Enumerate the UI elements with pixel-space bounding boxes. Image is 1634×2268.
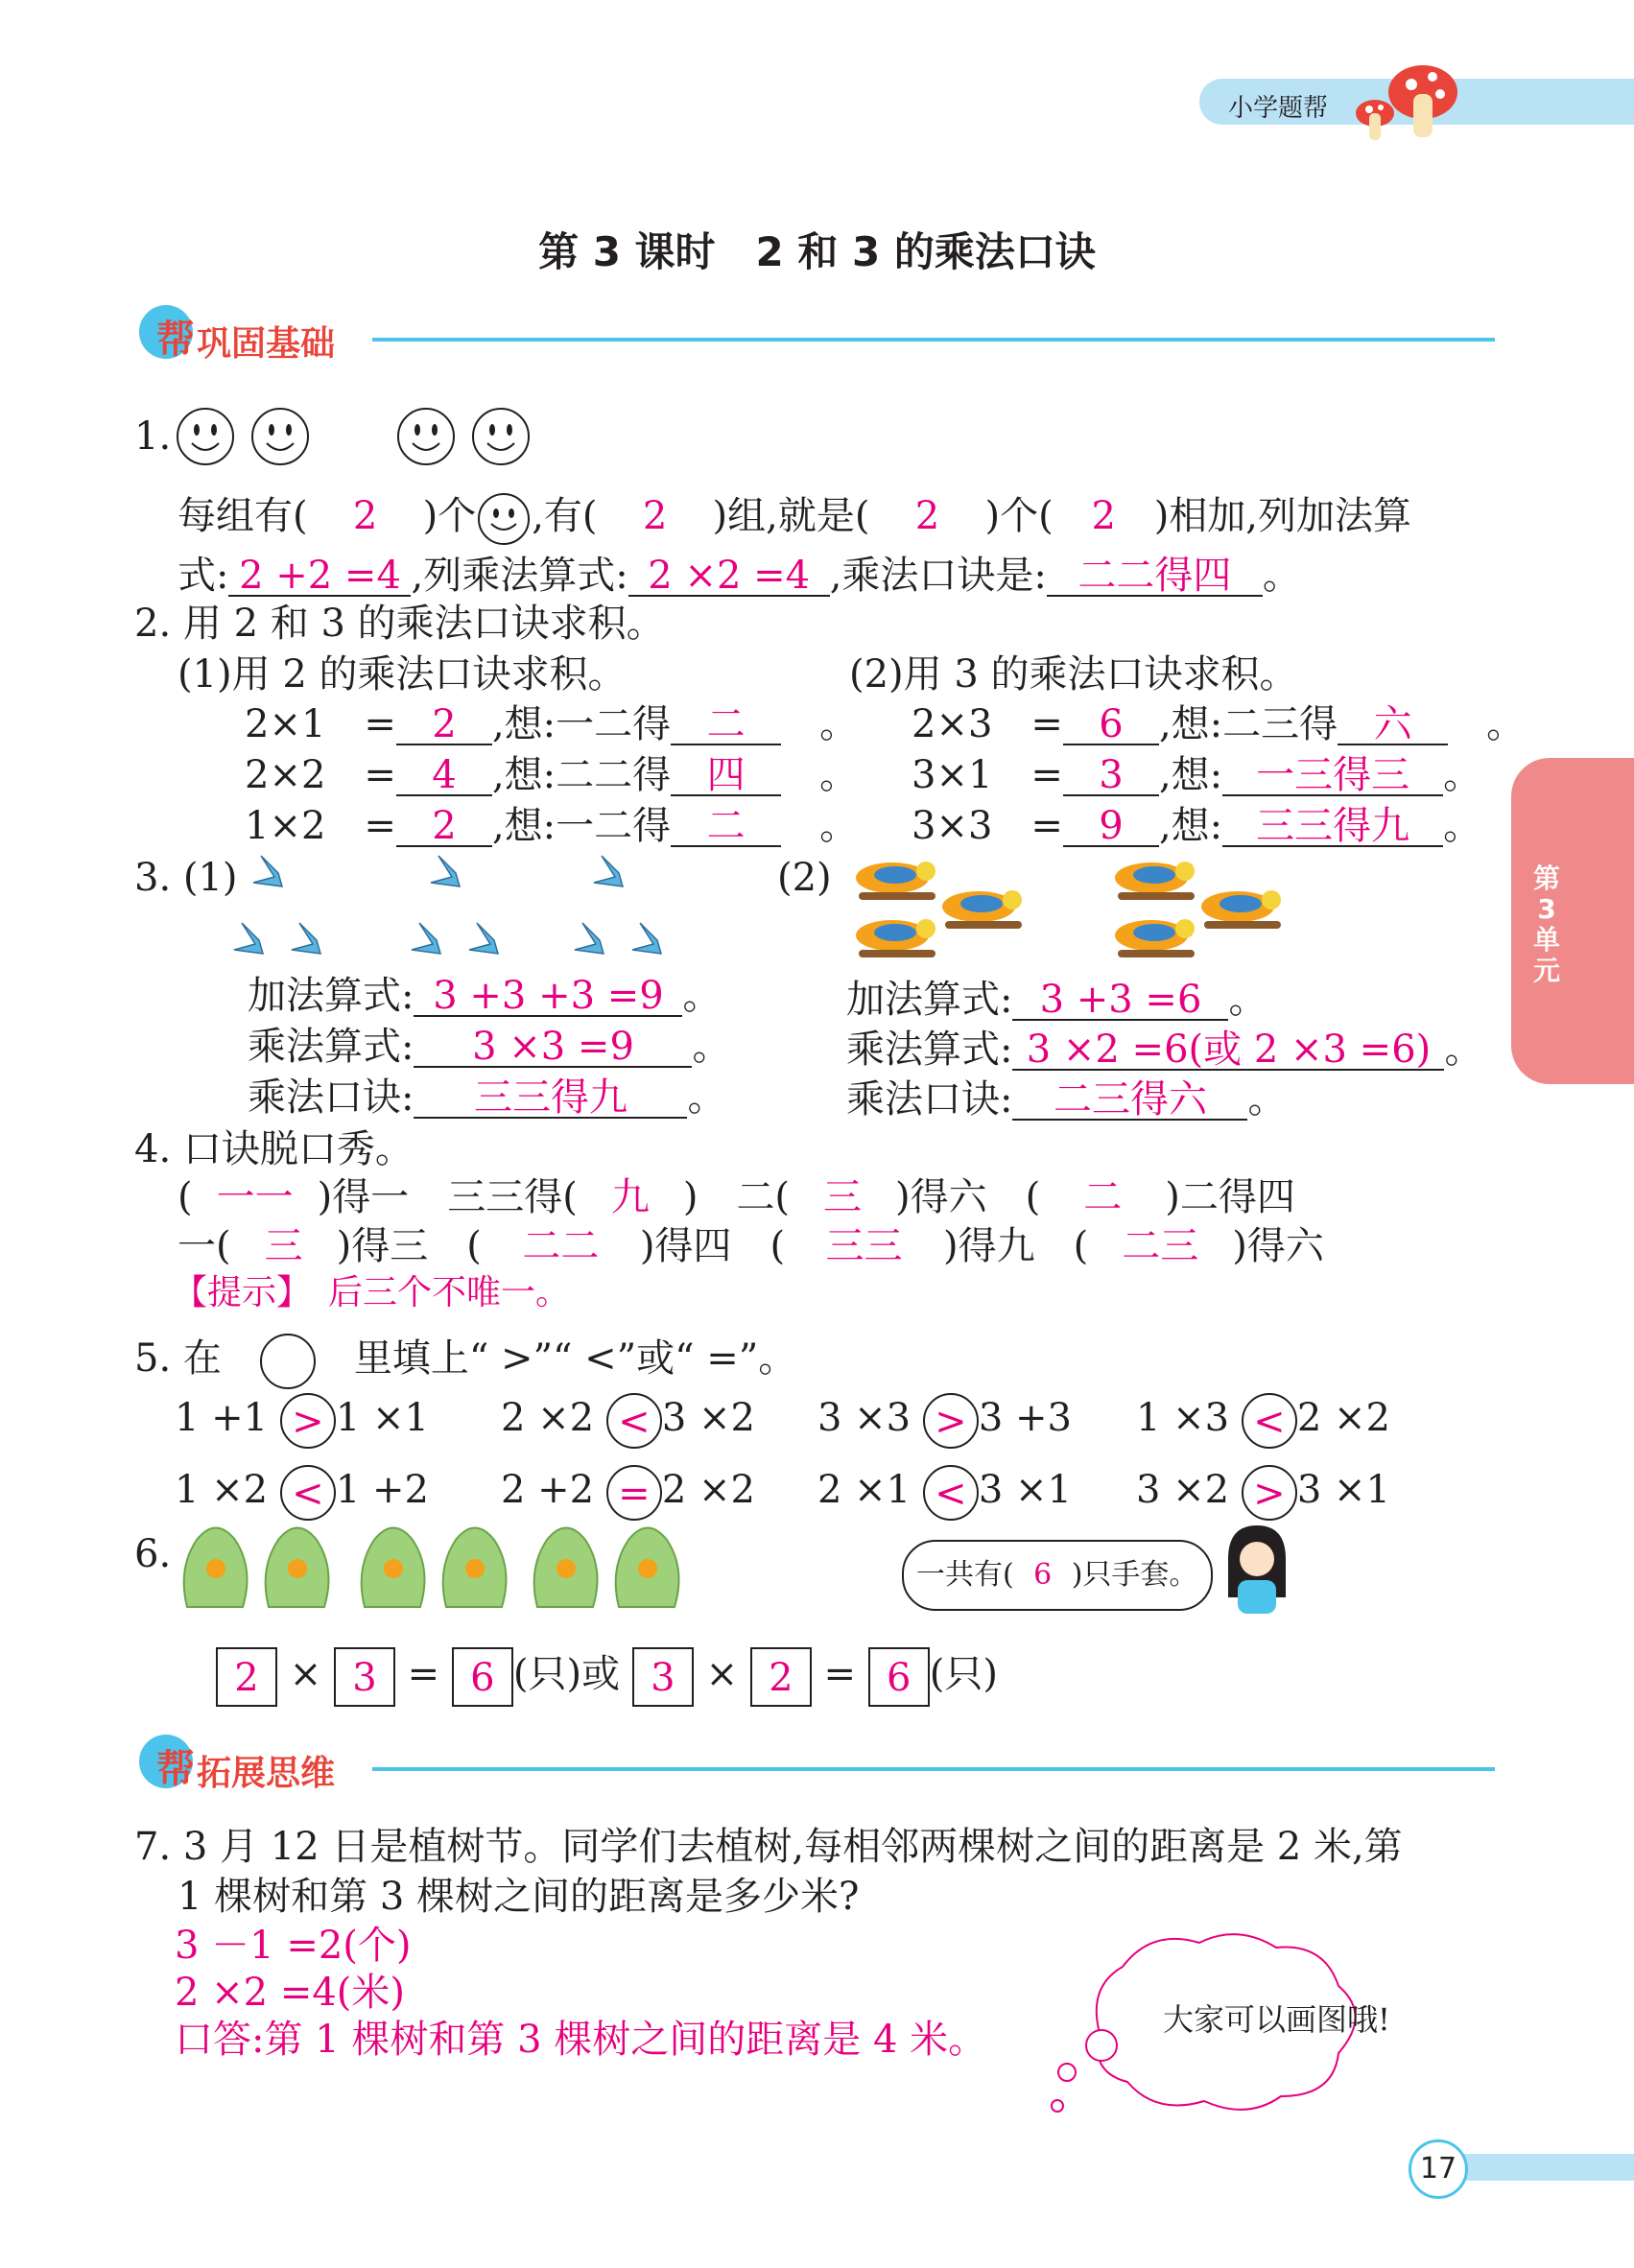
q2-stem: 2. 用 2 和 3 的乘法口诀求积。 bbox=[134, 602, 665, 646]
speech-bubble-text: 一共有( 6 )只手套。 bbox=[916, 1558, 1198, 1592]
page-number: 17 bbox=[1409, 2139, 1468, 2199]
q7-line1: 7. 3 月 12 日是植树节。同学们去植树,每相邻两棵树之间的距离是 2 米,第 bbox=[134, 1825, 1403, 1869]
q5-stem: 5. 在 里填上“ >”“ <”或“ =”。 bbox=[134, 1334, 796, 1389]
section-title-extend: 拓展思维 bbox=[197, 1754, 336, 1793]
q4-row2: 一( 三 )得三 ( 二二 )得四 ( 三三 )得九 ( 二三 )得六 bbox=[178, 1224, 1324, 1268]
birds-illustration bbox=[230, 844, 681, 969]
q5-row2: 1 ×2 < 1 +2 2 +2 = 2 ×2 2 ×1 < 3 ×1 3 ×2 > 3 ×1 bbox=[175, 1465, 1390, 1521]
section-divider bbox=[372, 338, 1495, 342]
q7-line2: 1 棵树和第 3 棵树之间的距离是多少米? bbox=[178, 1875, 860, 1919]
q1-rhyme-answer: 二二得四 bbox=[1047, 556, 1263, 597]
brand-label: 小学题帮 bbox=[1228, 94, 1329, 123]
empty-circle-icon bbox=[260, 1334, 316, 1389]
q6-box: 6 bbox=[452, 1647, 513, 1707]
thought-cloud-text: 大家可以画图哦! bbox=[1163, 2001, 1390, 2038]
mushroom-icon bbox=[1348, 56, 1463, 147]
q2-left-row: 2×1 = 2 ,想:一二得 二 。 bbox=[245, 702, 859, 746]
q6-equations: 2 × 3 = 6 (只)或 3 × 2 = 6 (只) bbox=[216, 1647, 998, 1707]
q2-right-row: 3×1 = 3 ,想: 一三得三 。 bbox=[912, 753, 1482, 797]
q3-p1-mul: 乘法算式: 3 ×3 =9 。 bbox=[248, 1025, 731, 1069]
q2-sub2: (2)用 3 的乘法口诀求积。 bbox=[849, 652, 1298, 697]
q6-box: 3 bbox=[632, 1647, 694, 1707]
q6-number: 6. bbox=[134, 1532, 172, 1576]
page-title: 第 3 课时 2 和 3 的乘法口诀 bbox=[538, 228, 1096, 275]
smiley-faces-group bbox=[175, 403, 534, 470]
q4-row1: ( 一一 )得一 三三得( 九 ) 二( 三 )得六 ( 二 )二得四 bbox=[178, 1175, 1295, 1219]
q7-answer: 口答:第 1 棵树和第 3 棵树之间的距离是 4 米。 bbox=[175, 2018, 987, 2062]
section-divider bbox=[372, 1767, 1495, 1771]
q7-solution-1: 3 －1 =2(个) bbox=[175, 1924, 412, 1968]
q4-stem: 4. 口诀脱口秀。 bbox=[134, 1127, 414, 1171]
q6-box: 6 bbox=[868, 1647, 930, 1707]
q1-number: 1. bbox=[134, 414, 172, 459]
girl-illustration bbox=[1214, 1521, 1291, 1617]
q5-row1: 1 +1 > 1 ×1 2 ×2 < 3 ×2 3 ×3 > 3 +3 1 ×3 < 2 ×2 bbox=[175, 1393, 1390, 1449]
q6-box: 3 bbox=[334, 1647, 395, 1707]
q2-sub1: (1)用 2 的乘法口诀求积。 bbox=[178, 652, 627, 697]
q1-mul-answer: 2 ×2 =4 bbox=[628, 556, 830, 597]
q3-p2-add: 加法算式: 3 +3 =6 。 bbox=[846, 978, 1267, 1022]
section-badge-text: 帮 bbox=[156, 318, 195, 362]
q2-right-row: 3×3 = 9 ,想: 三三得九 。 bbox=[912, 804, 1482, 848]
q3-p1-rhyme: 乘法口诀: 三三得九 。 bbox=[248, 1075, 726, 1120]
q4-hint: 【提示】 后三个不唯一。 bbox=[173, 1273, 571, 1312]
q1-line2: 式: 2 +2 =4 ,列乘法算式: 2 ×2 =4 ,乘法口诀是: 二二得四 。 bbox=[178, 554, 1301, 598]
q3-p2-mul: 乘法算式: 3 ×2 =6(或 2 ×3 =6) 。 bbox=[846, 1028, 1483, 1072]
q6-box: 2 bbox=[750, 1647, 812, 1707]
q1-line1: 每组有( 2 )个 ,有( 2 )组,就是( 2 )个( 2 )相加,列加法算 bbox=[178, 491, 1411, 547]
section-title-basic: 巩固基础 bbox=[197, 324, 336, 364]
q2-left-row: 1×2 = 2 ,想:一二得 二 。 bbox=[245, 804, 859, 848]
q3-number-2: (2) bbox=[777, 856, 832, 900]
q2-right-row: 2×3 = 6 ,想:二三得 六 。 bbox=[912, 702, 1526, 746]
parrots-illustration bbox=[840, 844, 1300, 969]
q2-left-row: 2×2 = 4 ,想:二二得 四 。 bbox=[245, 753, 859, 797]
q7-solution-2: 2 ×2 =4(米) bbox=[175, 1971, 406, 2015]
q3-p2-rhyme: 乘法口诀: 二三得六 。 bbox=[846, 1077, 1287, 1122]
section-badge-text: 帮 bbox=[156, 1747, 195, 1791]
mittens-illustration bbox=[173, 1521, 700, 1626]
q3-number: 3. (1) bbox=[134, 856, 238, 900]
smiley-icon bbox=[476, 491, 532, 547]
unit-tab-label: 第 3 单 元 bbox=[1532, 862, 1560, 986]
q3-p1-add: 加法算式: 3 +3 +3 =9 。 bbox=[248, 974, 722, 1018]
q6-box: 2 bbox=[216, 1647, 277, 1707]
q1-add-answer: 2 +2 =4 bbox=[228, 556, 411, 597]
